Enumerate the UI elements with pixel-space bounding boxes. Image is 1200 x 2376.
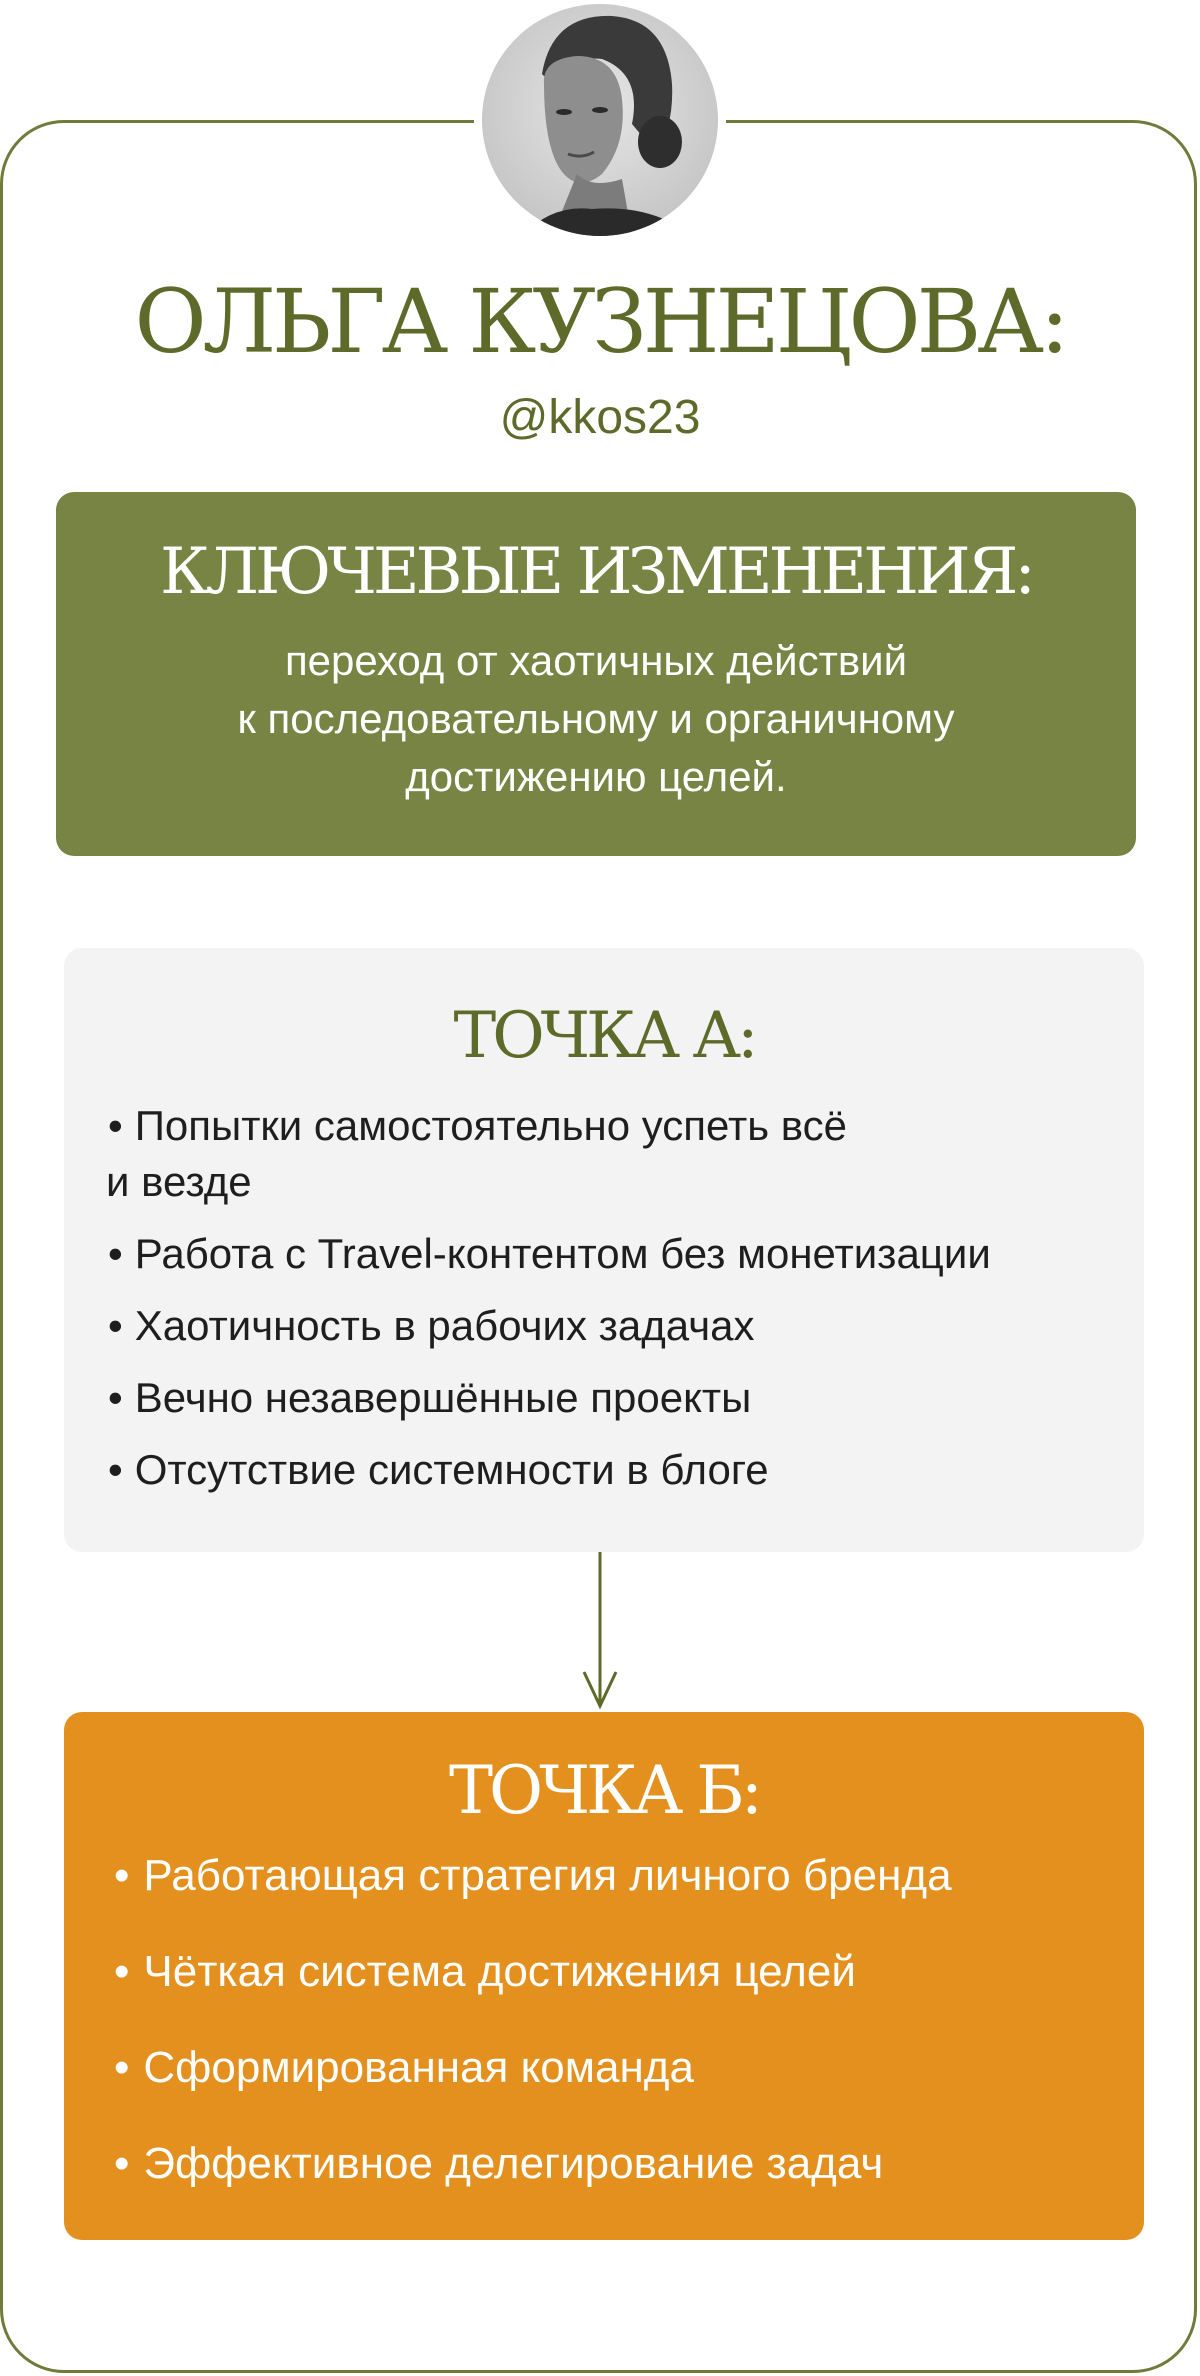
list-item-text: Отсутствие системности в блоге bbox=[134, 1446, 769, 1493]
point-a-list bbox=[108, 1098, 1138, 1514]
list-item-text: Хаотичность в рабочих задачах bbox=[134, 1302, 755, 1349]
list-item bbox=[114, 2134, 1134, 2194]
list-item-text: Попытки самостоятельно успеть всё bbox=[134, 1102, 847, 1149]
bullet-icon: • bbox=[108, 1230, 123, 1277]
point-b-list bbox=[114, 1846, 1134, 2230]
list-item-text: Работа с Travel-контентом без монетизации bbox=[134, 1230, 991, 1277]
bullet-icon: • bbox=[114, 2043, 130, 2092]
avatar bbox=[482, 4, 718, 236]
list-item-continuation bbox=[106, 1154, 1138, 1210]
bullet-icon: • bbox=[108, 1302, 123, 1349]
bullet-icon: • bbox=[114, 1947, 130, 1996]
bullet-icon: • bbox=[108, 1446, 123, 1493]
key-changes-line: достижению целей. bbox=[405, 753, 787, 800]
person-name: ОЛЬГА КУЗНЕЦОВА: bbox=[134, 270, 1066, 373]
list-item-text: Работающая стратегия личного бренда bbox=[143, 1851, 952, 1900]
point-a-box bbox=[64, 948, 1144, 1552]
bullet-icon: • bbox=[108, 1102, 123, 1149]
list-item bbox=[114, 1942, 1134, 2002]
bullet-icon: • bbox=[114, 2139, 130, 2188]
list-item-text: Чёткая система достижения целей bbox=[143, 1947, 856, 1996]
arrow-down-icon bbox=[580, 1552, 620, 1710]
list-item-text: и везде bbox=[106, 1158, 252, 1205]
list-item bbox=[108, 1226, 1138, 1282]
social-handle: @kkos23 bbox=[499, 391, 701, 444]
list-item bbox=[114, 2038, 1134, 2098]
key-changes-box bbox=[56, 492, 1136, 856]
list-item bbox=[114, 1846, 1134, 1906]
key-changes-line: переход от хаотичных действий bbox=[284, 637, 908, 684]
bullet-icon: • bbox=[108, 1374, 123, 1421]
key-changes-title: КЛЮЧЕВЫЕ ИЗМЕНЕНИЯ: bbox=[160, 535, 1032, 609]
list-item bbox=[108, 1298, 1138, 1354]
list-item bbox=[108, 1442, 1138, 1498]
list-item bbox=[108, 1098, 1138, 1154]
list-item-text: Вечно незавершённые проекты bbox=[134, 1374, 752, 1421]
point-b-title: ТОЧКА Б: bbox=[449, 1752, 759, 1829]
list-item bbox=[108, 1370, 1138, 1426]
point-a-title: ТОЧКА А: bbox=[453, 999, 755, 1073]
list-item-text: Эффективное делегирование задач bbox=[143, 2139, 884, 2188]
point-b-box bbox=[64, 1712, 1144, 2240]
bullet-icon: • bbox=[114, 1851, 130, 1900]
key-changes-text bbox=[56, 632, 1136, 806]
key-changes-line: к последовательному и органичному bbox=[237, 695, 955, 742]
list-item-text: Сформированная команда bbox=[143, 2043, 694, 2092]
